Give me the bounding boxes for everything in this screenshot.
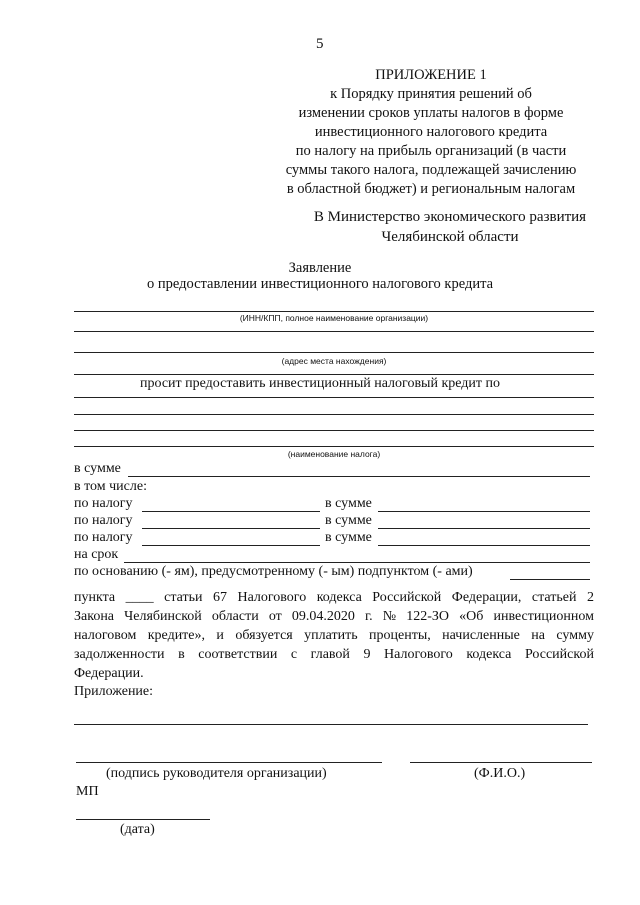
amount-blank[interactable]	[128, 476, 590, 477]
paragraph-line: налоговом кредите», и обязуется уплатить проценты, начисленные на сумму	[74, 628, 594, 643]
caption-inn: (ИНН/КПП, полное наименование организации)	[239, 313, 429, 323]
stamp-label: МП	[76, 784, 99, 799]
signature-caption: (подпись руководителя организации)	[106, 766, 327, 781]
request-line: просит предоставить инвестиционный налоговый кредит по	[139, 376, 501, 391]
paragraph-line: Федерации.	[74, 666, 144, 681]
basis-label: по основанию (- ям), предусмотренному (- ым) подпунктом (- ами)	[74, 564, 473, 579]
document-subtitle: о предоставлении инвестиционного налогового кредита	[146, 276, 494, 292]
blank-line[interactable]	[74, 311, 594, 312]
tax-1-blank[interactable]	[142, 511, 320, 512]
blank-line[interactable]	[74, 352, 594, 353]
caption-tax-name: (наименование налога)	[287, 449, 381, 459]
tax-2-amount-label: в сумме	[325, 513, 372, 528]
name-caption: (Ф.И.О.)	[474, 766, 526, 781]
tax-1-amount-label: в сумме	[325, 496, 372, 511]
blank-line[interactable]	[74, 446, 594, 447]
appendix-line: суммы такого налога, подлежащей зачислению	[285, 162, 577, 178]
legal-paragraph	[74, 588, 594, 683]
amount-label: в сумме	[74, 461, 121, 476]
appendix-line: изменении сроков уплаты налогов в форме	[298, 105, 564, 121]
attachment-label: Приложение:	[74, 684, 154, 699]
tax-3-blank[interactable]	[142, 545, 320, 546]
paragraph-line: пункта ____ статьи 67 Налогового кодекса Российской Федерации, статьей 2	[74, 590, 594, 605]
tax-3-amount-blank[interactable]	[378, 545, 590, 546]
paragraph-line: задолженности в соответствии с главой 9 Налогового кодекса Российской	[74, 647, 594, 662]
addressee-line: В Министерство экономического развития	[313, 209, 587, 225]
appendix-heading: ПРИЛОЖЕНИЕ 1	[375, 67, 487, 83]
appendix-line: к Порядку принятия решений об	[330, 86, 532, 102]
blank-line[interactable]	[74, 430, 594, 431]
term-label: на срок	[74, 547, 119, 562]
appendix-header	[266, 66, 596, 199]
tax-3-label: по налогу	[74, 530, 133, 545]
tax-2-amount-blank[interactable]	[378, 528, 590, 529]
blank-line[interactable]	[74, 374, 594, 375]
tax-2-label: по налогу	[74, 513, 133, 528]
tax-1-label: по налогу	[74, 496, 133, 511]
tax-2-blank[interactable]	[142, 528, 320, 529]
blank-line[interactable]	[74, 331, 594, 332]
appendix-line: инвестиционного налогового кредита	[314, 124, 548, 140]
including-label: в том числе:	[74, 479, 147, 494]
blank-line[interactable]	[74, 397, 594, 398]
tax-1-amount-blank[interactable]	[378, 511, 590, 512]
attachment-blank[interactable]	[74, 724, 588, 725]
blank-line[interactable]	[74, 414, 594, 415]
signature-blank[interactable]	[76, 762, 382, 763]
page-number: 5	[316, 36, 324, 52]
date-caption: (дата)	[120, 822, 155, 837]
paragraph-line: Закона Челябинской области от 09.04.2020 г. № 122-ЗО «Об инвестиционном	[74, 609, 594, 624]
date-blank[interactable]	[76, 819, 210, 820]
term-blank[interactable]	[124, 562, 590, 563]
basis-blank[interactable]	[510, 579, 590, 580]
name-blank[interactable]	[410, 762, 592, 763]
appendix-line: по налогу на прибыль организаций (в части	[295, 143, 567, 159]
appendix-line: в областной бюджет) и региональным налогам	[286, 181, 576, 197]
addressee-line: Челябинской области	[381, 229, 519, 245]
tax-3-amount-label: в сумме	[325, 530, 372, 545]
document-title: Заявление	[288, 260, 352, 276]
addressee	[290, 207, 610, 247]
caption-address: (адрес места нахождения)	[281, 356, 387, 366]
